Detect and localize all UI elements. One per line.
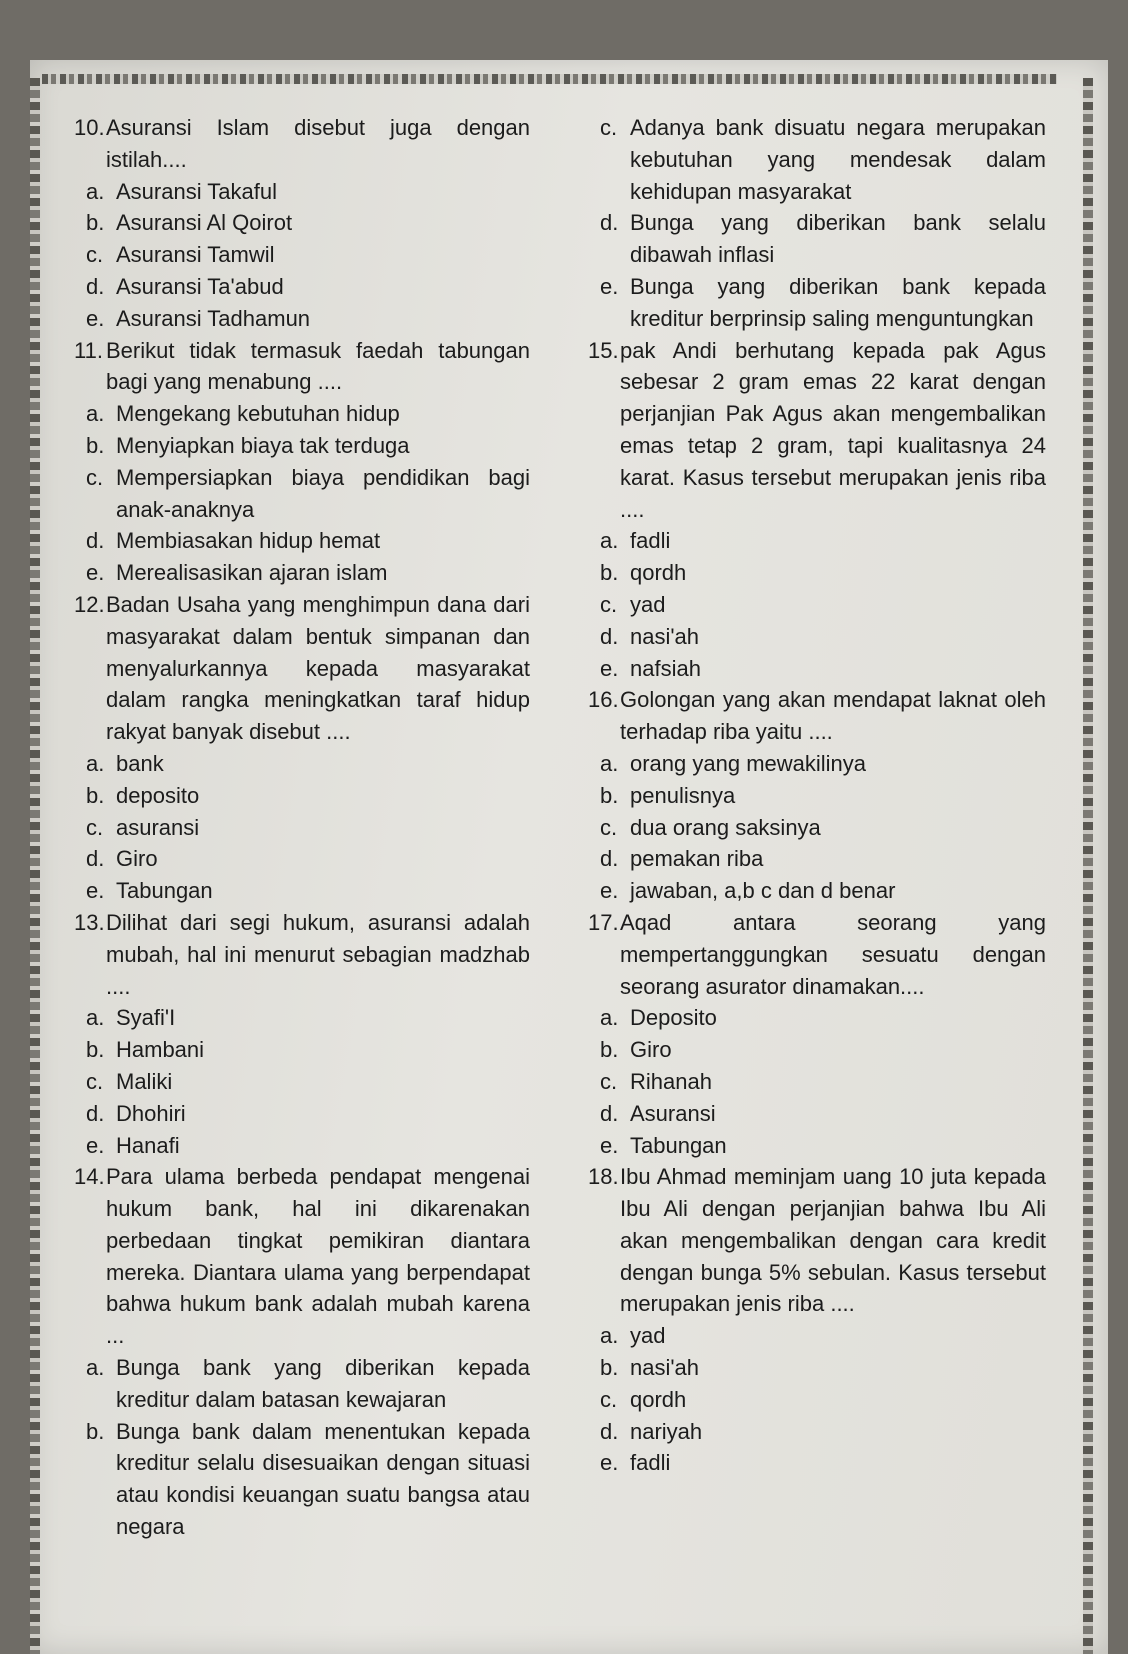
decorative-top-border bbox=[42, 74, 1057, 84]
option: c. asuransi bbox=[86, 814, 200, 840]
question-stem: Asuransi Islam disebut juga dengan istilah.... bbox=[106, 115, 530, 172]
question-number: 16. bbox=[588, 687, 619, 713]
option: b. Bunga bank dalam menentukan kepada kreditur selalu disesuaikan dengan situasi atau kondisi keuangan suatu bangsa atau negara bbox=[86, 1418, 530, 1540]
question-stem: Berikut tidak termasuk faedah tabungan bagi yang menabung .... bbox=[106, 337, 530, 395]
option: b. Giro bbox=[600, 1037, 672, 1063]
option: c. Mempersiapkan biaya pendidikan bagi anak-anaknya bbox=[86, 464, 530, 522]
option: b. deposito bbox=[86, 782, 200, 808]
option: e. Tabungan bbox=[600, 1132, 727, 1158]
option: c. Asuransi Tamwil bbox=[86, 242, 275, 268]
option: d. Dhohiri bbox=[86, 1100, 186, 1126]
question-number: 12. bbox=[74, 591, 105, 617]
option: e. fadli bbox=[600, 1450, 671, 1476]
option: a. yad bbox=[600, 1323, 666, 1349]
option: e. nafsiah bbox=[600, 655, 701, 681]
option: e. Hanafi bbox=[86, 1132, 180, 1158]
option: a. Asuransi Takaful bbox=[86, 178, 278, 204]
question-stem: Golongan yang akan mendapat laknat oleh terhadap riba yaitu .... bbox=[620, 687, 1046, 745]
option: a. bank bbox=[86, 750, 164, 776]
option: b. nasi'ah bbox=[600, 1355, 700, 1381]
option: c. qordh bbox=[600, 1386, 687, 1412]
option: c. dua orang saksinya bbox=[600, 814, 821, 840]
right-column bbox=[588, 112, 1046, 1479]
option: e. Merealisasikan ajaran islam bbox=[86, 560, 388, 586]
question-stem: Dilihat dari segi hukum, asuransi adalah mubah, hal ini menurut sebagian madzhab .... bbox=[106, 909, 530, 999]
question-number: 15. bbox=[588, 337, 619, 363]
question-14 bbox=[74, 1161, 530, 1543]
question-18 bbox=[588, 1161, 1046, 1479]
option: e. Tabungan bbox=[86, 878, 213, 904]
question-number: 11. bbox=[74, 337, 103, 363]
question-17 bbox=[588, 907, 1046, 1161]
option: a. Deposito bbox=[600, 1005, 717, 1031]
option: d. Asuransi bbox=[600, 1100, 716, 1126]
option: d. nariyah bbox=[600, 1418, 703, 1444]
question-number: 18. bbox=[588, 1164, 619, 1190]
question-number: 17. bbox=[588, 909, 619, 935]
option: b. penulisnya bbox=[600, 782, 736, 808]
option: d. Bunga yang diberikan bank selalu dibawah inflasi bbox=[600, 210, 1046, 268]
decorative-left-border bbox=[30, 78, 40, 1654]
question-stem: pak Andi berhutang kepada pak Agus sebesar 2 gram emas 22 karat dengan perjanjian Pak Agus akan mengembalikan emas tetap 2 gram, tapi kualitasnya 24 karat. Kasus tersebut merupakan jenis riba .... bbox=[620, 337, 1046, 522]
option: e. Bunga yang diberikan bank kepada kreditur berprinsip saling menguntungkan bbox=[600, 273, 1046, 331]
option: e. Asuransi Tadhamun bbox=[86, 305, 311, 331]
question-15 bbox=[588, 335, 1046, 685]
option: a. fadli bbox=[600, 528, 671, 554]
question-12 bbox=[74, 589, 530, 907]
question-16 bbox=[588, 684, 1046, 907]
option: b. Menyiapkan biaya tak terduga bbox=[86, 432, 410, 458]
question-stem: Ibu Ahmad meminjam uang 10 juta kepada Ibu Ali dengan perjanjian bahwa Ibu Ali akan mengembalikan dengan cara kredit dengan bunga 5% sebulan. Kasus tersebut merupakan jenis riba .... bbox=[620, 1164, 1046, 1317]
question-number: 14. bbox=[74, 1164, 105, 1190]
left-column bbox=[74, 112, 530, 1543]
question-11 bbox=[74, 335, 530, 589]
option: e. jawaban, a,b c dan d benar bbox=[600, 878, 896, 904]
option: c. Rihanah bbox=[600, 1068, 712, 1094]
option: a. Mengekang kebutuhan hidup bbox=[86, 401, 400, 427]
question-number: 13. bbox=[74, 909, 105, 935]
question-14-continued bbox=[588, 112, 1046, 335]
option: a. Bunga bank yang diberikan kepada kreditur dalam batasan kewajaran bbox=[86, 1355, 530, 1412]
option: c. Maliki bbox=[86, 1068, 173, 1094]
question-10 bbox=[74, 112, 530, 335]
question-stem: Badan Usaha yang menghimpun dana dari masyarakat dalam bentuk simpanan dan menyalurkannya kepada masyarakat dalam rangka meningkatkan taraf hidup rakyat banyak disebut .... bbox=[106, 591, 530, 745]
question-number: 10. bbox=[74, 115, 105, 140]
option: d. pemakan riba bbox=[600, 846, 764, 872]
option: a. Syafi'I bbox=[86, 1005, 176, 1031]
option: d. Membiasakan hidup hemat bbox=[86, 528, 381, 554]
option: b. Hambani bbox=[86, 1037, 205, 1063]
option: d. nasi'ah bbox=[600, 623, 700, 649]
question-13 bbox=[74, 907, 530, 1161]
option: d. Giro bbox=[86, 846, 158, 872]
option: c. yad bbox=[600, 591, 666, 617]
option: a. orang yang mewakilinya bbox=[600, 750, 867, 776]
option: b. qordh bbox=[600, 560, 687, 586]
question-stem: Para ulama berbeda pendapat mengenai hukum bank, hal ini dikarenakan perbedaan tingkat pemikiran diantara mereka. Diantara ulama yang berpendapat bahwa hukum bank adalah mubah karena ... bbox=[106, 1164, 530, 1349]
question-stem: Aqad antara seorang yang mempertanggungkan sesuatu dengan seorang asurator dinamakan.... bbox=[620, 909, 1046, 999]
decorative-right-border bbox=[1083, 78, 1093, 1654]
option: d. Asuransi Ta'abud bbox=[86, 273, 284, 299]
option: b. Asuransi Al Qoirot bbox=[86, 210, 293, 236]
option: c. Adanya bank disuatu negara merupakan kebutuhan yang mendesak dalam kehidupan masyarakat bbox=[600, 115, 1046, 204]
